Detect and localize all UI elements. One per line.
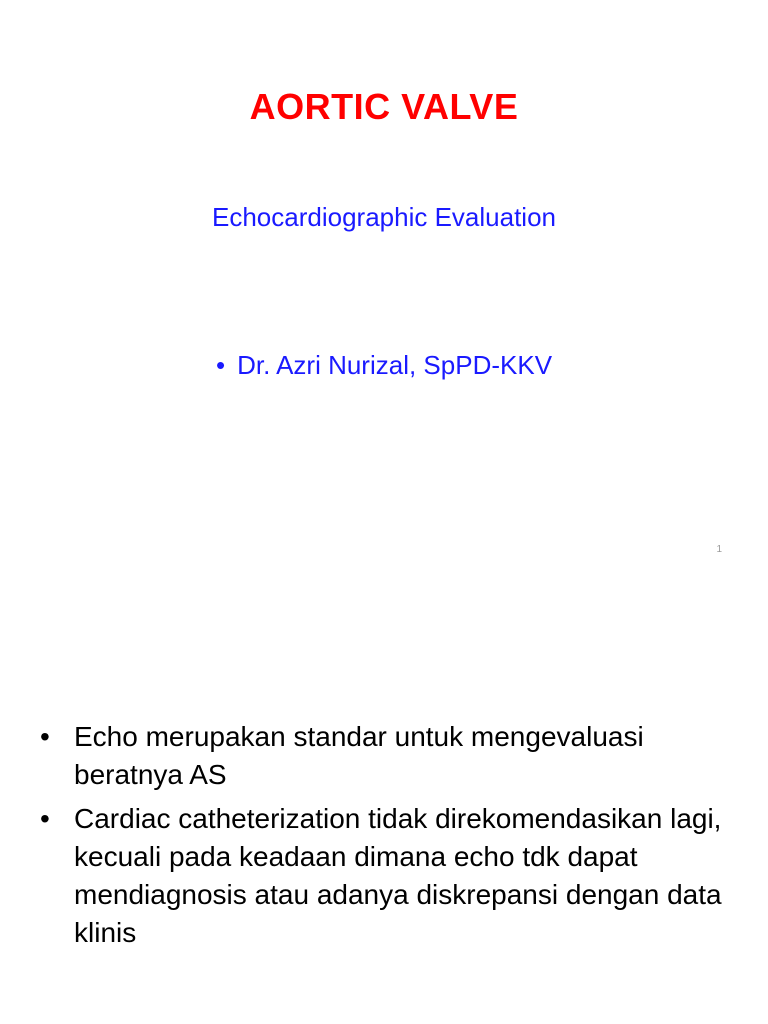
author-name: Dr. Azri Nurizal, SpPD-KKV [237, 350, 553, 380]
bullet-icon: • [40, 721, 50, 752]
bullet-list [40, 718, 730, 958]
slide-title: AORTIC VALVE [249, 86, 519, 127]
slide-2 [0, 576, 768, 1024]
list-item [40, 800, 730, 952]
bullet-text: Echo merupakan standar untuk mengevaluasi beratnya AS [74, 721, 644, 790]
list-item [40, 718, 730, 794]
author-line [0, 350, 768, 381]
slide-subtitle: Echocardiographic Evaluation [212, 202, 556, 232]
bullet-text: Cardiac catheterization tidak direkomendasikan lagi, kecuali pada keadaan dimana echo tdk dapat mendiagnosis atau adanya diskrepansi dengan data klinis [74, 803, 722, 948]
bullet-icon: • [40, 803, 50, 834]
bullet-icon: • [215, 350, 226, 380]
page-number: 1 [716, 544, 722, 555]
